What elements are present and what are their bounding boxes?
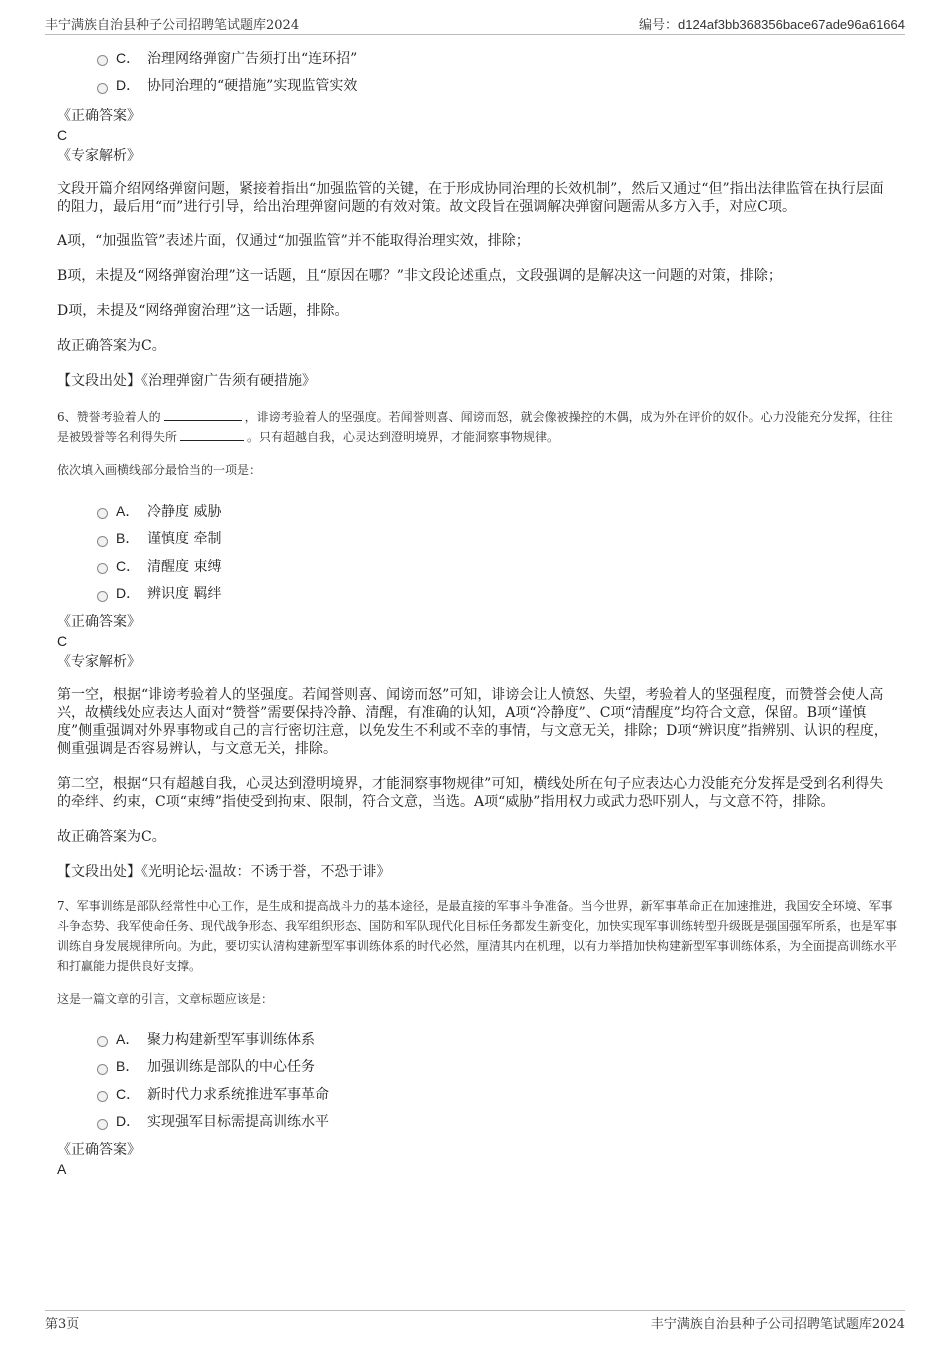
footer-title: 丰宁满族自治县种子公司招聘笔试题库2024 [650,1317,905,1332]
answer-label: 《正确答案》 [57,614,141,630]
page-number: 第3页 [45,1317,80,1332]
page-header [45,14,905,35]
q5-source: 【文段出处】《治理弹窗广告须有硬措施》 [57,373,316,389]
q5-conclusion: 故正确答案为C。 [57,338,166,354]
q6-prompt: 依次填入画横线部分最恰当的一项是： [57,463,262,477]
radio-icon[interactable] [97,1091,108,1102]
q5-analysis-4: D项，未提及“网络弹窗治理”这一话题，排除。 [57,303,349,319]
radio-icon[interactable] [97,1036,108,1047]
radio-icon[interactable] [97,1119,108,1130]
q5-analysis-2: A项，“加强监管”表述片面，仅通过“加强监管”并不能取得治理实效，排除； [57,233,530,249]
answer-label: 《正确答案》 [57,1142,141,1158]
radio-icon[interactable] [97,508,108,519]
q6-options [97,497,897,607]
q6-option-c[interactable]: C． 清醒度 束缚 [97,552,897,580]
q6-option-a[interactable]: A． 冷静度 威胁 [97,497,897,525]
q7-answer: A [57,1161,67,1177]
analysis-label: 《专家解析》 [57,654,141,670]
q7-option-a[interactable]: A． 聚力构建新型军事训练体系 [97,1025,897,1053]
q7-option-d[interactable]: D． 实现强军目标需提高训练水平 [97,1108,897,1136]
radio-icon[interactable] [97,1064,108,1075]
radio-icon[interactable] [97,563,108,574]
page-footer [45,1310,905,1333]
q7-option-c[interactable]: C． 新时代力求系统推进军事革命 [97,1080,897,1108]
radio-icon[interactable] [97,536,108,547]
radio-icon[interactable] [97,591,108,602]
analysis-label: 《专家解析》 [57,148,141,164]
q5-option-c[interactable]: C． 治理网络弹窗广告须打出“连环招” [97,44,897,72]
q6-question: 6、赞誉考验着人的 ，诽谤考验着人的坚强度。若闻誉则喜、闻谤而怒，就会像被操控的木偶，成为外在评价的奴仆。心力没能充分发挥，往往是被毁誉等名利得失所 。只有超越自我，心灵达到澄明境界，才能洞察事物规律。 [57,410,893,444]
blank-line [164,408,242,421]
q7-options [97,1025,897,1135]
q5-option-d[interactable]: D． 协同治理的“硬措施”实现监管实效 [97,72,897,100]
header-title: 丰宁满族自治县种子公司招聘笔试题库2024 [45,18,300,33]
q5-analysis-3: B项，未提及“网络弹窗治理”这一话题，且“原因在哪？”非文段论述重点，文段强调的是解决这一问题的对策，排除； [57,268,782,284]
q6-analysis-2: 第二空，根据“只有超越自我，心灵达到澄明境界，才能洞察事物规律”可知，横线处所在句子应表达心力没能充分发挥是受到名利得失的牵绊、约束，C项“束缚”指使受到拘束、限制，符合文意，当选。A项“威胁”指用权力或武力恐吓别人，与文意不符，排除。 [57,776,884,810]
answer-label: 《正确答案》 [57,108,141,124]
q7-question: 7、军事训练是部队经常性中心工作，是生成和提高战斗力的基本途径，是最直接的军事斗争准备。当今世界，新军事革命正在加速推进，我国安全环境、军事斗争态势、我军使命任务、现代战争形态、我军组织形态、国防和军队现代化目标任务都发生新变化，加快实现军事训练转型升级既是强国强军所系，也是军事训练自身发展规律所向。为此，要切实认清构建新型军事训练体系的时代必然，厘清其内在机理，以有力举措加快构建新型军事训练体系，为全面提高训练水平和打赢能力提供良好支撑。 [57,899,898,973]
q7-option-b[interactable]: B． 加强训练是部队的中心任务 [97,1053,897,1081]
document-id: 编号：d124af3bb368356bace67ade96a61664 [638,17,905,32]
q6-option-b[interactable]: B． 谨慎度 牵制 [97,525,897,553]
q6-conclusion: 故正确答案为C。 [57,829,166,845]
radio-icon[interactable] [97,55,108,66]
radio-icon[interactable] [97,83,108,94]
q6-option-d[interactable]: D． 辨识度 羁绊 [97,580,897,608]
q5-options [97,44,897,99]
q6-analysis-1: 第一空，根据“诽谤考验着人的坚强度。若闻誉则喜、闻谤而怒”可知，诽谤会让人愤怒、失望，考验着人的坚强程度，而赞誉会使人高兴，故横线处应表达人面对“赞誉”需要保持冷静、清醒，有准确的认知，A项“冷静度”、C项“清醒度”均符合文意，保留。B项“谨慎度”侧重强调对外界事物或自己的言行密切注意，以免发生不利或不幸的事情，与文意无关，排除；D项“辨识度”指辨别、认识的程度，侧重强调是否容易辨认，与文意无关，排除。 [57,687,888,757]
q5-analysis-1: 文段开篇介绍网络弹窗问题，紧接着指出“加强监管的关键，在于形成协同治理的长效机制”，然后又通过“但”指出法律监管在执行层面的阻力，最后用“而”进行引导，给出治理弹窗问题的有效对策。故文段旨在强调解决弹窗问题需从多方入手，对应C项。 [57,181,884,215]
q7-prompt: 这是一篇文章的引言，文章标题应该是： [57,992,274,1006]
q5-answer: C [57,127,68,143]
page-content [57,40,897,1178]
blank-line [180,428,244,441]
q6-source: 【文段出处】《光明论坛·温故：不诱于誉，不恐于诽》 [57,864,391,880]
q6-answer: C [57,633,68,649]
